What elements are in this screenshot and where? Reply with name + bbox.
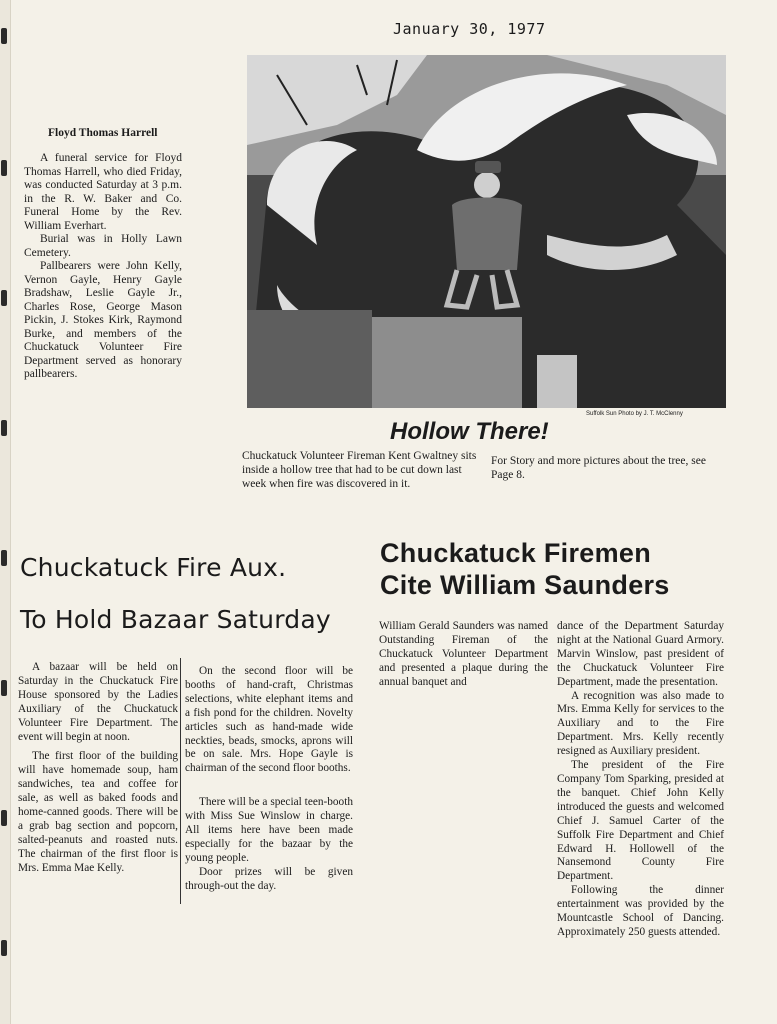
binder-hole: [1, 160, 7, 176]
article-paragraph: There will be a special teen-booth with Miss Sue Winslow in charge. All items here have been made especially for the bazaar by the young people.: [185, 796, 353, 864]
tree-photo-illustration: [247, 55, 726, 408]
binder-hole: [1, 940, 7, 956]
article-paragraph: A bazaar will be held on Saturday in the Chuckatuck Fire House sponsored by the Ladies Auxiliary of the Chuckatuck Volunteer Fire Department. The event will begin at noon.: [18, 661, 178, 743]
photo-headline: Hollow There!: [390, 418, 549, 445]
bazaar-column-2: [185, 665, 353, 894]
saunders-column-2: [557, 620, 724, 940]
article-paragraph: dance of the Department Saturday night at the National Guard Armory. Marvin Winslow, past president of the Chuckatuck Volunteer Fire Department, made the presentation.: [557, 620, 724, 688]
bazaar-headline-line2: To Hold Bazaar Saturday: [20, 605, 331, 634]
obituary-title: Floyd Thomas Harrell: [48, 127, 158, 139]
binder-hole: [1, 420, 7, 436]
article-paragraph: Following the dinner entertainment was provided by the Mountcastle School of Dancing. Approximately 250 guests attended.: [557, 884, 724, 938]
binder-margin: [0, 0, 11, 1024]
bazaar-column-1: [18, 661, 178, 876]
article-paragraph: On the second floor will be booths of hand-craft, Christmas selections, white elephant items and a fish pond for the children. Novelty articles such as hand-made wide neckties, beads, smocks, aprons will be on sale. Mrs. Hope Gayle is chairman of the second floor booths.: [185, 665, 353, 775]
obituary-paragraph: A funeral service for Floyd Thomas Harrell, who died Friday, was conducted Saturday at 3 p.m. in the R. W. Baker and Co. Funeral Home by the Rev. William Everhart.: [24, 152, 182, 232]
binder-hole: [1, 290, 7, 306]
binder-hole: [1, 28, 7, 44]
bazaar-headline-line1: Chuckatuck Fire Aux.: [20, 553, 287, 582]
photo-credit: Suffolk Sun Photo by J. T. McClenny: [586, 411, 683, 417]
obituary-paragraph: Burial was in Holly Lawn Cemetery.: [24, 233, 182, 259]
hollow-tree-photo: [247, 55, 726, 408]
binder-hole: [1, 680, 7, 696]
binder-hole: [1, 550, 7, 566]
saunders-headline-line2: Cite William Saunders: [380, 570, 670, 600]
bazaar-headline: [20, 542, 365, 646]
article-paragraph: William Gerald Saunders was named Outstanding Fireman of the Chuckatuck Volunteer Department and presented a plaque during the annual banquet and: [379, 620, 548, 688]
page-date: January 30, 1977: [393, 20, 546, 38]
article-paragraph: Door prizes will be given through-out the day.: [185, 865, 353, 892]
saunders-column-1: [379, 620, 548, 690]
saunders-headline: [380, 537, 740, 601]
binder-hole: [1, 810, 7, 826]
saunders-headline-line1: Chuckatuck Firemen: [380, 538, 651, 568]
obituary-body: [24, 152, 182, 382]
column-rule: [180, 658, 181, 904]
obituary-paragraph: Pallbearers were John Kelly, Vernon Gayle, Henry Gayle Bradshaw, Leslie Gayle Jr., Charles Rose, George Mason Pickin, J. Stokes Kirk, Raymond Burke, and members of the Chuckatuck Volunteer Fire Department served as honorary pallbearers.: [24, 260, 182, 380]
article-paragraph: The president of the Fire Company Tom Sparking, presided at the banquet. Chief John Kelly introduced the guests and welcomed Chief J. Samuel Carter of the Suffolk Fire Department and Chief Edward H. Hollowell of the Nansemond County Fire Department.: [557, 759, 724, 883]
photo-caption-reference: For Story and more pictures about the tree, see Page 8.: [491, 455, 706, 481]
article-paragraph: A recognition was also made to Mrs. Emma Kelly for services to the Auxiliary and to the Fire Department. Mrs. Kelly recently resigned as Auxiliary president.: [557, 689, 724, 758]
article-paragraph: The first floor of the building will have homemade soup, ham sandwiches, tea and coffee for sale, as well as baked foods and home-canned goods. There will be a grab bag section and popcorn, salted-peanuts and roasted nuts. The chairman of the first floor is Mrs. Emma Mae Kelly.: [18, 750, 178, 874]
photo-caption: Chuckatuck Volunteer Fireman Kent Gwaltney sits inside a hollow tree that had to be cut down last week when fire was discovered in it.: [242, 450, 477, 490]
